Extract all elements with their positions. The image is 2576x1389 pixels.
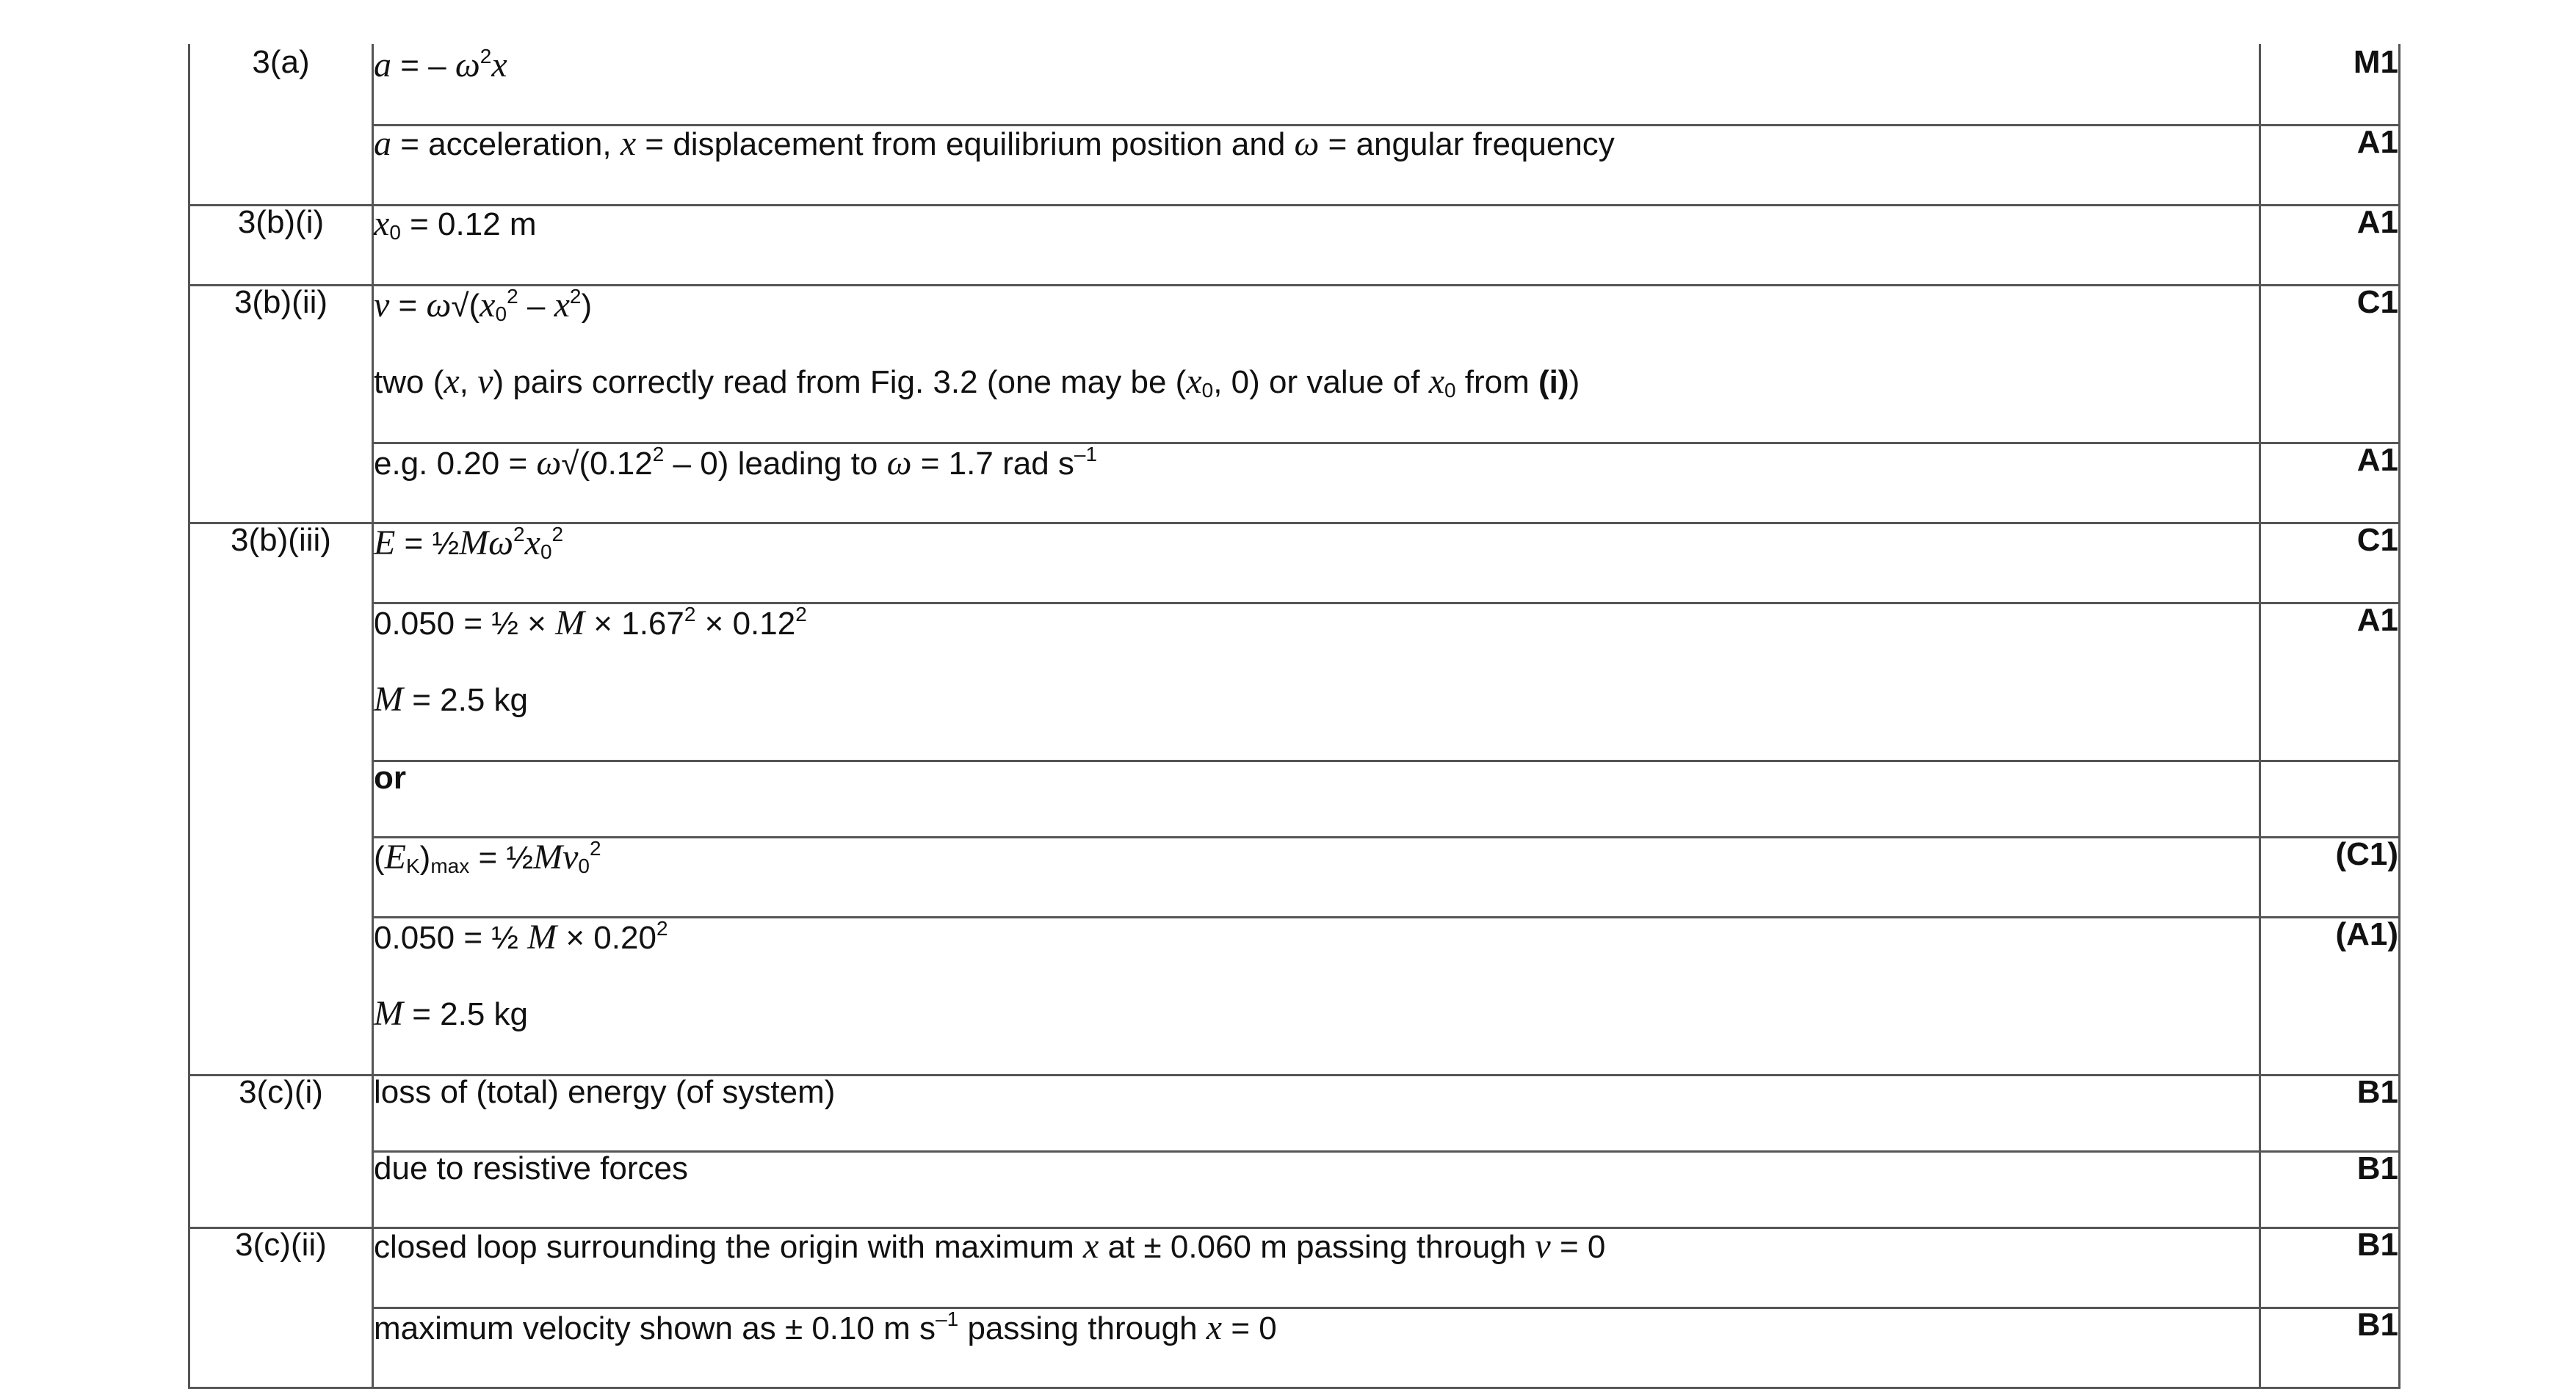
table-row (189, 838, 2400, 918)
mark-cell: C1 (2260, 523, 2400, 603)
answer-cell: $v = \omega√(x_0^2 - x^2)$ two (x, v) pairs correctly read from Fig. 3.2 (one may be ($x_0$, 0) or value of $x_0$ from (i)) (373, 286, 2260, 443)
question-number: 3(b)(iii) (189, 523, 373, 1076)
answer-cell: e.g. $0.20 = \omega√(0.12^2 - 0)$ leading to ω = 1.7 rad $s^{-1}$ (373, 443, 2260, 523)
answer-cell: a = acceleration, x = displacement from equilibrium position and ω = angular frequency (373, 126, 2260, 206)
table-row (189, 1308, 2400, 1388)
mark-cell: A1 (2260, 206, 2400, 286)
answer-cell: maximum velocity shown as ± 0.10 m $s^{-1}$ passing through x = 0 (373, 1308, 2260, 1388)
mark-cell: A1 (2260, 603, 2400, 761)
mark-cell: C1 (2260, 286, 2400, 443)
answer-cell: $(E_K)_{max}$ = $\frac{1}{2}Mv_0^2$ (373, 838, 2260, 918)
question-number: 3(c)(i) (189, 1076, 373, 1228)
answer-cell: 0.050 = ½ × $M \times 1.67^2 \times 0.12^2$ M = 2.5 kg (373, 603, 2260, 761)
answer-cell: a = – $\omega^2x$ (373, 46, 2260, 126)
answer-cell: $x_0 = 0.12$ m (373, 206, 2260, 286)
table-row (189, 286, 2400, 443)
question-number: 3(b)(ii) (189, 286, 373, 523)
mark-scheme-table (188, 44, 2400, 1389)
question-number: 3(b)(i) (189, 206, 373, 286)
table-row (189, 1228, 2400, 1308)
mark-cell: (A1) (2260, 918, 2400, 1076)
mark-cell: A1 (2260, 443, 2400, 523)
table-row (189, 443, 2400, 523)
answer-cell: or (373, 761, 2260, 838)
answer-cell: due to resistive forces (373, 1152, 2260, 1228)
table-row (189, 1152, 2400, 1228)
mark-cell: B1 (2260, 1076, 2400, 1152)
answer-cell: 0.050 = ½ $M \times 0.20^2$ M = 2.5 kg (373, 918, 2260, 1076)
table-row (189, 126, 2400, 206)
answer-cell: loss of (total) energy (of system) (373, 1076, 2260, 1152)
mark-cell: B1 (2260, 1152, 2400, 1228)
answer-cell: $E = \frac{1}{2}M\omega^2x_0^2$ (373, 523, 2260, 603)
table-row (189, 918, 2400, 1076)
table-row (189, 206, 2400, 286)
question-number: 3(c)(ii) (189, 1228, 373, 1388)
table-row (189, 761, 2400, 838)
mark-cell (2260, 761, 2400, 838)
table-row (189, 1076, 2400, 1152)
mark-cell: (C1) (2260, 838, 2400, 918)
table-row (189, 603, 2400, 761)
mark-cell: B1 (2260, 1228, 2400, 1308)
mark-cell: A1 (2260, 126, 2400, 206)
table-row (189, 523, 2400, 603)
mark-cell: B1 (2260, 1308, 2400, 1388)
table-row (189, 46, 2400, 126)
mark-cell: M1 (2260, 46, 2400, 126)
question-number: 3(a) (189, 46, 373, 206)
answer-cell: closed loop surrounding the origin with maximum x at ± 0.060 m passing through v = 0 (373, 1228, 2260, 1308)
